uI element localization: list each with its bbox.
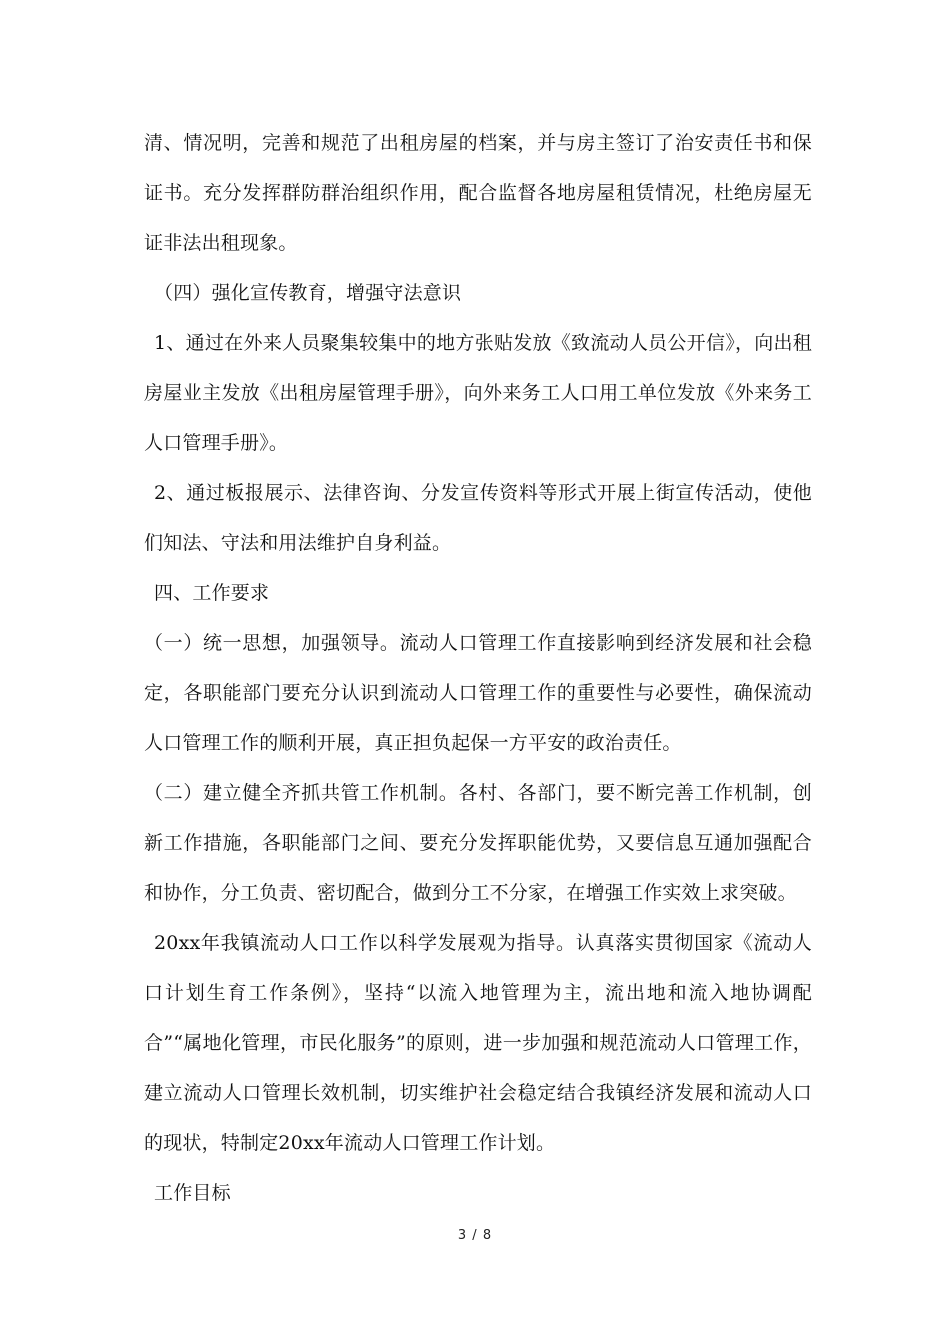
paragraph-item-1: 1、通过在外来人员聚集较集中的地方张贴发放《致流动人员公开信》，向出租房屋业主发放《出租房屋管理手册》，向外来务工人口用工单位发放《外来务工人口管理手册》。 <box>144 332 812 454</box>
paragraph-requirement-2: （二）建立健全齐抓共管工作机制。各村、各部门，要不断完善工作机制，创新工作措施，各职能部门之间、要充分发挥职能优势，又要信息互通加强配合和协作，分工负责、密切配合，做到分工不分家，在增强工作实效上求突破。 <box>144 782 812 904</box>
document-body <box>144 118 812 1218</box>
paragraph-annual-plan: 20xx年我镇流动人口工作以科学发展观为指导。认真落实贯彻国家《流动人口计划生育工作条例》，坚持“以流入地管理为主，流出地和流入地协调配合”“属地化管理，市民化服务”的原则，进一步加强和规范流动人口管理工作，建立流动人口管理长效机制，切实维护社会稳定结合我镇经济发展和流动人口的现状，特制定20xx年流动人口管理工作计划。 <box>144 932 812 1154</box>
page-number: 3 / 8 <box>457 1228 493 1243</box>
paragraph-item-2: 2、通过板报展示、法律咨询、分发宣传资料等形式开展上街宣传活动，使他们知法、守法和用法维护自身利益。 <box>144 482 812 554</box>
heading-work-goals: 工作目标 <box>154 1182 231 1204</box>
heading-work-requirements: 四、工作要求 <box>154 582 270 604</box>
heading-publicity-education: （四）强化宣传教育，增强守法意识 <box>154 282 462 304</box>
paragraph-rental-housing: 清、情况明，完善和规范了出租房屋的档案，并与房主签订了治安责任书和保证书。充分发挥群防群治组织作用，配合监督各地房屋租赁情况，杜绝房屋无证非法出租现象。 <box>144 132 812 254</box>
paragraph-requirement-1: （一）统一思想，加强领导。流动人口管理工作直接影响到经济发展和社会稳定，各职能部门要充分认识到流动人口管理工作的重要性与必要性，确保流动人口管理工作的顺利开展，真正担负起保一方平安的政治责任。 <box>144 632 812 754</box>
